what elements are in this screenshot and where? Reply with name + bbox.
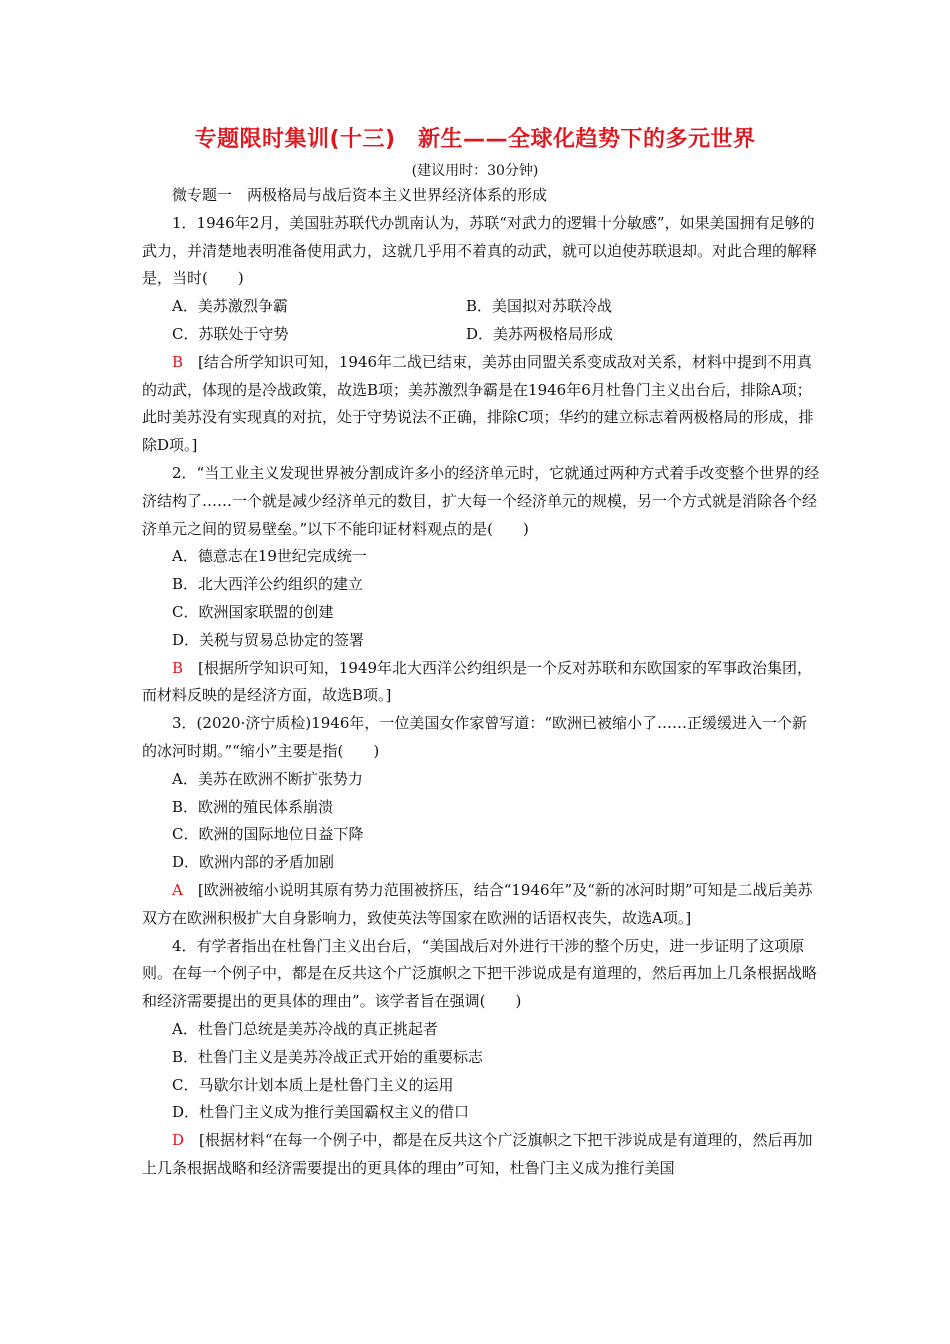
question-3-option-a: A．美苏在欧洲不断扩张势力 (172, 769, 363, 788)
question-1-explanation: [结合所学知识可知，1946年二战已结束，美苏由同盟关系变成敌对关系，材料中提到不用真的动武，体现的是冷战政策，故选B项；美苏激烈争霸是在1946年6月杜鲁门主义出台后，排除A项；此时美苏没有实现真的对抗，处于守势说法不正确，排除C项；华约的建立标志着两极格局的形成，排除D项。] (142, 352, 814, 455)
question-1-option-b: B．美国拟对苏联冷战 (466, 297, 613, 316)
question-4-option-b: B．杜鲁门主义是美苏冷战正式开始的重要标志 (172, 1047, 484, 1066)
question-4-answer-explanation (142, 1127, 820, 1183)
question-4-answer: D (172, 1131, 185, 1150)
question-3-option-b: B．欧洲的殖民体系崩溃 (172, 797, 334, 816)
question-3-option-d: D．欧洲内部的矛盾加剧 (172, 853, 335, 872)
question-3-answer-explanation (142, 877, 820, 933)
question-2-answer: B (172, 658, 184, 677)
question-3-stem: 3．(2020·济宁质检)1946年，一位美国女作家曾写道：“欧洲已被缩小了……正缓缓进入一个新的冰河时期。”“缩小”主要是指( ) (142, 714, 808, 760)
question-3-option-c: C．欧洲的国际地位日益下降 (172, 825, 364, 844)
question-4-option-d: D．杜鲁门主义成为推行美国霸权主义的借口 (172, 1103, 470, 1122)
question-2-stem: 2．“当工业主义发现世界被分割成许多小的经济单元时，它就通过两种方式着手改变整个世界的经济结构了……一个就是减少经济单元的数目，扩大每一个经济单元的规模，另一个方式就是消除各个经济单元之间的贸易壁垒。”以下不能印证材料观点的是( ) (142, 463, 820, 538)
question-1-option-a: A．美苏激烈争霸 (172, 297, 288, 316)
section-heading: 微专题一 两极格局与战后资本主义世界经济体系的形成 (172, 186, 548, 204)
question-1-option-d: D．美苏两极格局形成 (466, 324, 614, 343)
question-4-explanation: [根据材料“在每一个例子中，都是在反共这个广泛旗帜之下把干涉说成是有道理的，然后再加上几条根据战略和经济需要提出的更具体的理由”可知，杜鲁门主义成为推行美国 (142, 1131, 813, 1177)
document-title: 专题限时集训(十三) 新生——全球化趋势下的多元世界 (194, 127, 756, 152)
question-1-options-row-1 (142, 293, 820, 321)
question-4-stem: 4．有学者指出在杜鲁门主义出台后，“美国战后对外进行干涉的整个历史，进一步证明了这项原则。在每一个例子中，都是在反共这个广泛旗帜之下把干涉说成是有道理的，然后再加上几条根据战略和经济需要提出的更具体的理由”。该学者旨在强调( ) (142, 936, 818, 1011)
question-2-explanation: [根据所学知识可知，1949年北大西洋公约组织是一个反对苏联和东欧国家的军事政治集团，而材料反映的是经济方面，故选B项。] (142, 658, 813, 705)
question-4-option-a: A．杜鲁门总统是美苏冷战的真正挑起者 (172, 1019, 438, 1038)
suggested-time: (建议用时：30分钟) (411, 163, 539, 179)
question-3-answer: A (172, 880, 183, 899)
question-1-answer-explanation (142, 349, 820, 460)
question-2-option-c: C．欧洲国家联盟的创建 (172, 602, 334, 621)
question-2-option-b: B．北大西洋公约组织的建立 (172, 575, 364, 594)
question-2-option-d: D．关税与贸易总协定的签署 (172, 630, 365, 649)
question-4-option-c: C．马歇尔计划本质上是杜鲁门主义的运用 (172, 1075, 454, 1094)
question-1-option-c: C．苏联处于守势 (172, 324, 289, 343)
question-2-option-a: A．德意志在19世纪完成统一 (172, 547, 367, 566)
question-1-stem: 1．1946年2月，美国驻苏联代办凯南认为，苏联“对武力的逻辑十分敏感”，如果美国拥有足够的武力，并清楚地表明准备使用武力，这就几乎用不着真的动武，就可以迫使苏联退却。对此合理的解释是，当时( ) (142, 213, 818, 288)
document-body (142, 182, 820, 1183)
question-2-answer-explanation (142, 655, 820, 711)
question-1-options-row-2 (142, 321, 820, 349)
question-1-answer: B (172, 352, 184, 371)
question-3-explanation: [欧洲被缩小说明其原有势力范围被挤压，结合“1946年”及“新的冰河时期”可知是二战后美苏双方在欧洲积极扩大自身影响力，致使英法等国家在欧洲的话语权丧失，故选A项。] (142, 880, 813, 927)
